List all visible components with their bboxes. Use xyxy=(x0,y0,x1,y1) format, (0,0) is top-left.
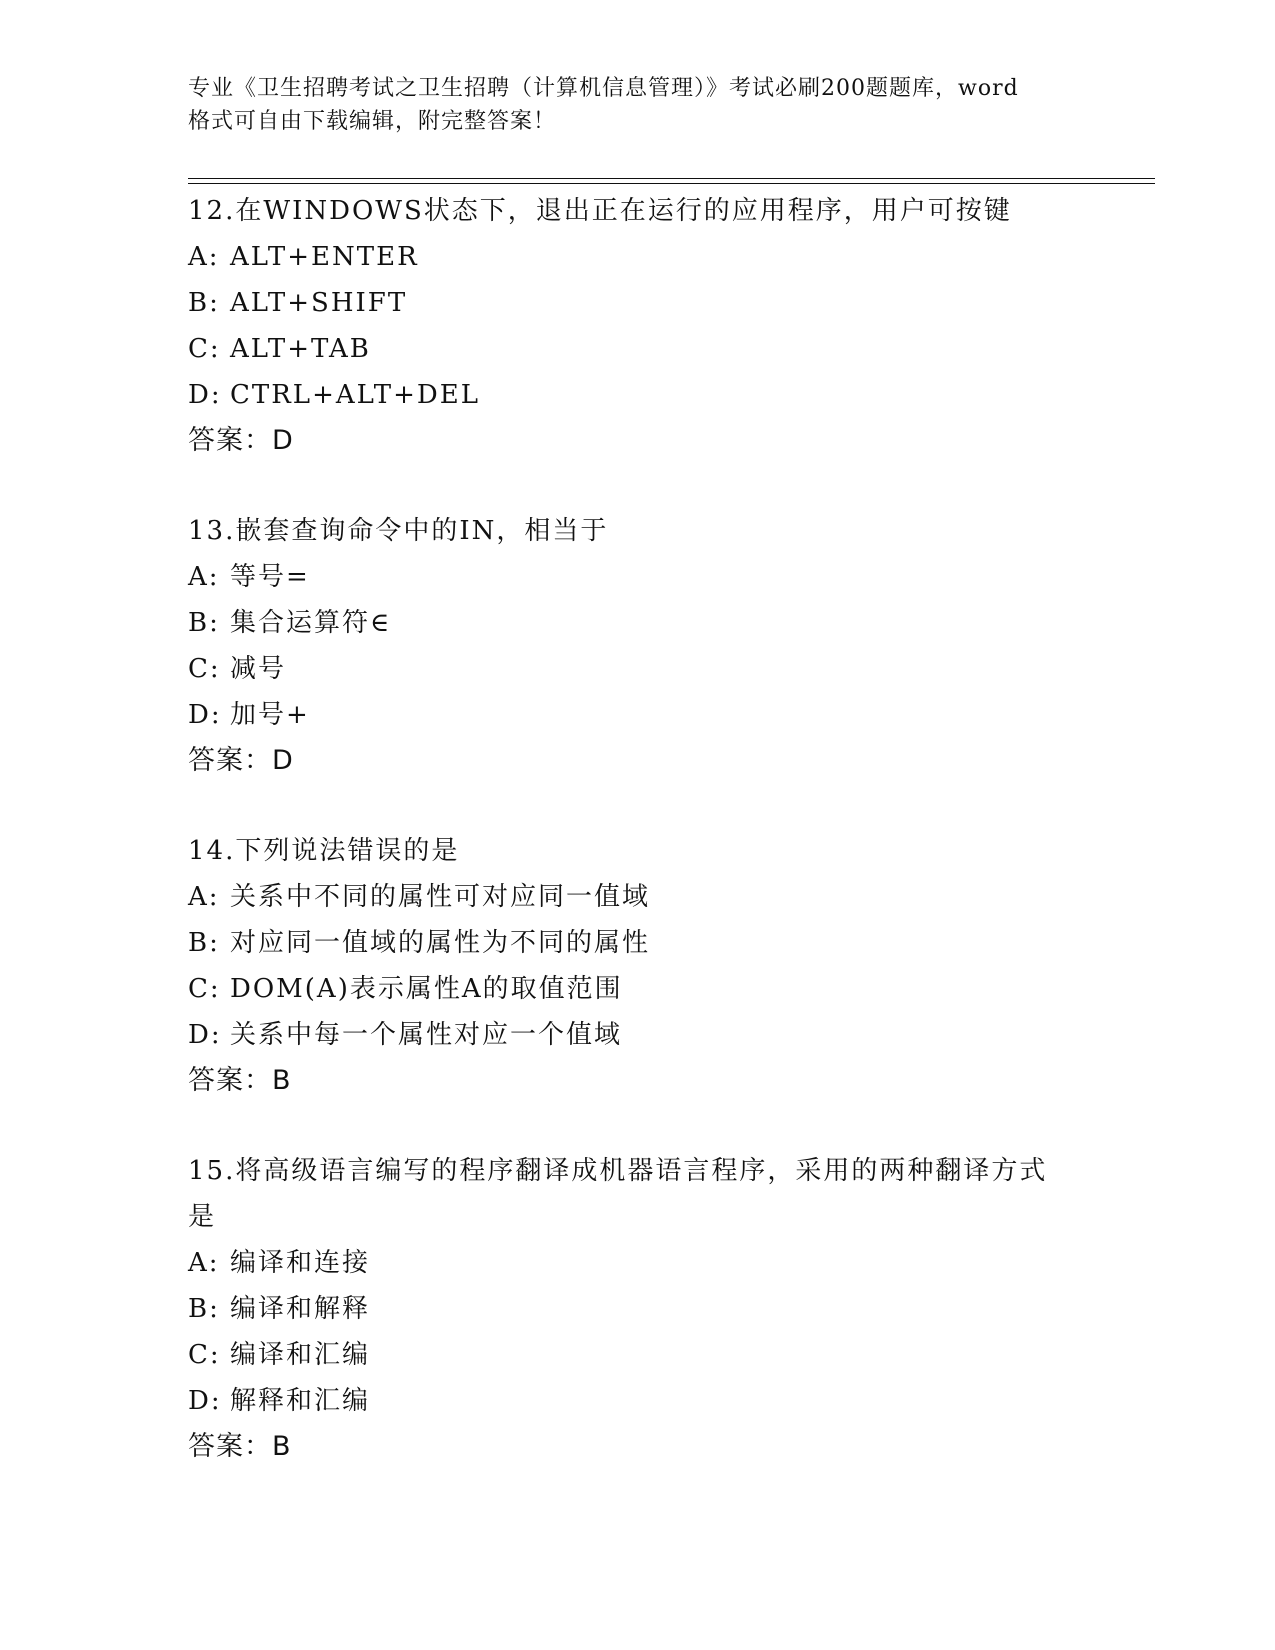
header-line-1: 专业《卫生招聘考试之卫生招聘（计算机信息管理）》考试必刷200题题库，word xyxy=(188,76,1019,101)
question-title: 14.下列说法错误的是 xyxy=(188,836,460,866)
option-text: 编译和连接 xyxy=(230,1248,371,1278)
option-a xyxy=(188,234,1088,280)
option-b xyxy=(188,280,1088,326)
question-title: 15.将高级语言编写的程序翻译成机器语言程序，采用的两种翻译方式是 xyxy=(188,1156,1048,1232)
option-letter: D: xyxy=(188,1020,222,1050)
option-letter: D: xyxy=(188,380,222,410)
question-title: 12.在WINDOWS状态下，退出正在运行的应用程序，用户可按键 xyxy=(188,196,1012,226)
option-d xyxy=(188,1378,1088,1424)
option-a xyxy=(188,1240,1088,1286)
option-letter: A: xyxy=(188,242,220,272)
option-c xyxy=(188,646,1088,692)
option-c xyxy=(188,966,1088,1012)
option-d xyxy=(188,1012,1088,1058)
question-13 xyxy=(188,508,1088,784)
option-text: 编译和解释 xyxy=(230,1294,371,1324)
option-letter: D: xyxy=(188,1386,222,1416)
answer-line: 答案：B xyxy=(188,1431,292,1462)
answer-line: 答案：D xyxy=(188,425,294,456)
header-divider-bottom xyxy=(188,183,1155,184)
option-text: 关系中不同的属性可对应同一值域 xyxy=(230,882,651,912)
option-letter: D: xyxy=(188,700,222,730)
option-text: ALT+ENTER xyxy=(230,242,419,272)
option-letter: C: xyxy=(188,654,221,684)
option-text: 解释和汇编 xyxy=(230,1386,371,1416)
option-d xyxy=(188,372,1088,418)
option-b xyxy=(188,920,1088,966)
option-text: 等号= xyxy=(230,562,310,592)
question-12 xyxy=(188,188,1088,464)
option-text: 对应同一值域的属性为不同的属性 xyxy=(230,928,651,958)
option-text: 减号 xyxy=(230,654,287,684)
option-letter: B: xyxy=(188,288,220,318)
option-c xyxy=(188,326,1088,372)
option-letter: A: xyxy=(188,882,220,912)
option-text: 编译和汇编 xyxy=(230,1340,371,1370)
option-text: 加号+ xyxy=(230,700,310,730)
option-letter: B: xyxy=(188,608,220,638)
option-a xyxy=(188,874,1088,920)
option-letter: C: xyxy=(188,974,221,1004)
option-a xyxy=(188,554,1088,600)
answer-line: 答案：B xyxy=(188,1065,292,1096)
question-14 xyxy=(188,828,1088,1104)
option-text: 关系中每一个属性对应一个值域 xyxy=(230,1020,623,1050)
option-b xyxy=(188,1286,1088,1332)
answer-line: 答案：D xyxy=(188,745,294,776)
option-letter: C: xyxy=(188,1340,221,1370)
question-15 xyxy=(188,1148,1088,1470)
option-text: CTRL+ALT+DEL xyxy=(230,380,481,410)
option-letter: C: xyxy=(188,334,221,364)
option-letter: B: xyxy=(188,928,220,958)
option-d xyxy=(188,692,1088,738)
option-letter: A: xyxy=(188,562,220,592)
header-divider-top xyxy=(188,178,1155,179)
option-text: DOM(A)表示属性A的取值范围 xyxy=(230,974,623,1004)
option-letter: B: xyxy=(188,1294,220,1324)
option-text: ALT+TAB xyxy=(230,334,371,364)
header-line-2: 格式可自由下载编辑，附完整答案！ xyxy=(188,109,557,134)
option-text: 集合运算符∈ xyxy=(230,608,392,638)
question-title: 13.嵌套查询命令中的IN，相当于 xyxy=(188,516,609,546)
option-b xyxy=(188,600,1088,646)
option-text: ALT+SHIFT xyxy=(230,288,408,318)
option-letter: A: xyxy=(188,1248,220,1278)
option-c xyxy=(188,1332,1088,1378)
document-header xyxy=(188,72,1088,138)
